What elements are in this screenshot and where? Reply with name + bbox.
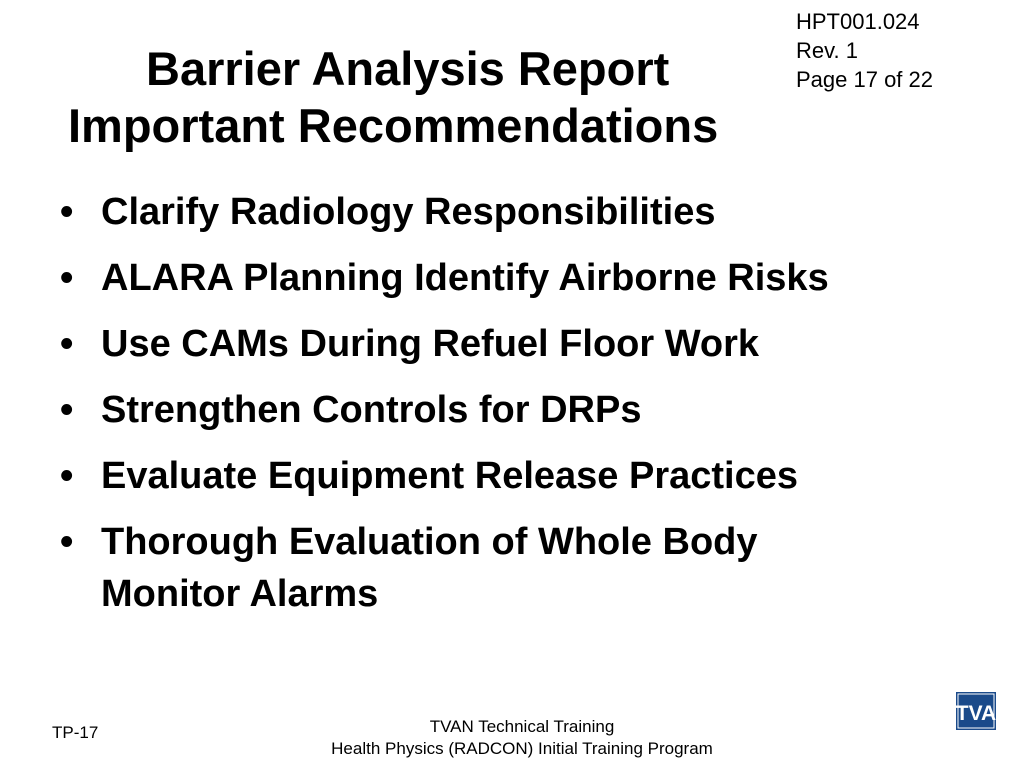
document-number: HPT001.024: [796, 9, 920, 34]
list-item-text: ALARA Planning Identify Airborne Risks: [101, 257, 829, 299]
list-item-text: Evaluate Equipment Release Practices: [101, 455, 798, 497]
bullet-marker: •: [60, 389, 74, 431]
logo-text: TVA: [956, 702, 996, 725]
bullet-marker: •: [60, 521, 74, 563]
list-item: [54, 450, 954, 502]
bullet-marker: •: [60, 323, 74, 365]
slide-title: [60, 40, 860, 154]
list-item: [54, 384, 954, 436]
footer-program-info: [292, 716, 752, 760]
document-page-number: Page 17 of 22: [796, 67, 934, 92]
footer-line-2: Health Physics (RADCON) Initial Training Program: [331, 739, 713, 758]
recommendations-list: [54, 186, 954, 634]
slide-title-line-2: Important Recommendations: [68, 99, 719, 152]
document-revision: Rev. 1: [796, 38, 858, 63]
slide-id: TP-17: [52, 723, 99, 742]
list-item-text: Thorough Evaluation of Whole Body Monitor Alarms: [101, 521, 758, 615]
list-item-text: Clarify Radiology Responsibilities: [101, 191, 716, 233]
bullet-marker: •: [60, 257, 74, 299]
slide-title-line-1: Barrier Analysis Report: [146, 42, 670, 95]
tva-logo-icon: [956, 692, 996, 730]
footer-line-1: TVAN Technical Training: [429, 717, 615, 736]
bullet-marker: •: [60, 455, 74, 497]
list-item: [54, 252, 954, 304]
list-item-text: Use CAMs During Refuel Floor Work: [101, 323, 760, 365]
list-item-text: Strengthen Controls for DRPs: [101, 389, 642, 431]
bullet-marker: •: [60, 191, 74, 233]
list-item: [54, 516, 954, 620]
list-item: [54, 186, 954, 238]
list-item: [54, 318, 954, 370]
